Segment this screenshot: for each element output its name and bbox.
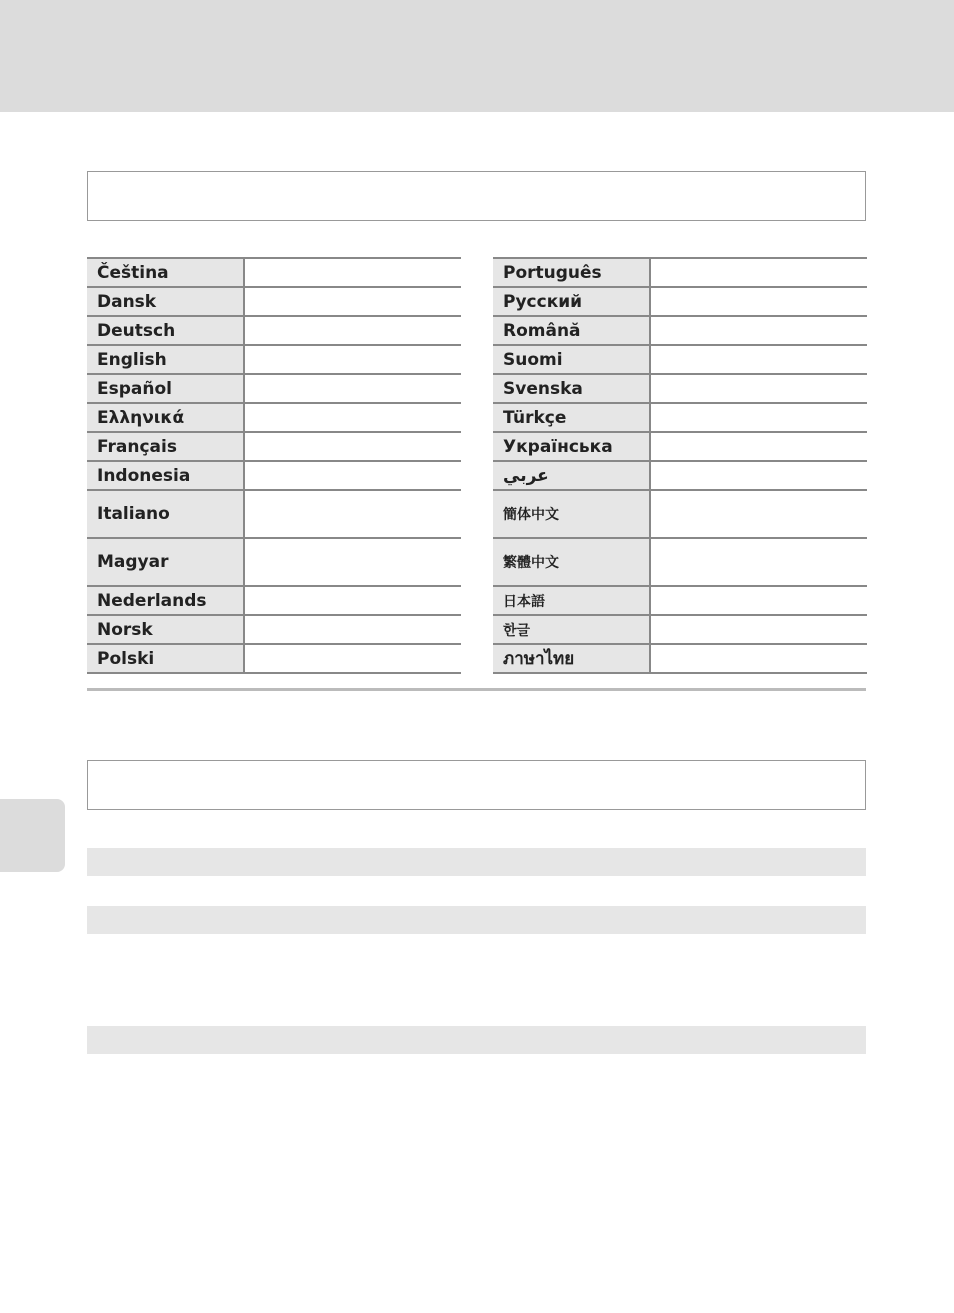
language-value-cell [650,403,867,432]
language-value-cell [650,316,867,345]
language-name: Italiano [87,490,244,538]
language-name: Русский [493,287,650,316]
option-bar [87,1026,866,1054]
language-row [87,258,461,287]
language-row [87,538,461,586]
language-row [493,432,867,461]
language-value-cell [244,615,461,644]
language-row [87,403,461,432]
language-name: Deutsch [87,316,244,345]
language-row [493,287,867,316]
header-band [0,0,954,112]
language-row [493,374,867,403]
language-row [493,644,867,673]
language-name: عربي [493,461,650,490]
second-section-box [87,760,866,810]
language-row [493,615,867,644]
language-value-cell [244,316,461,345]
language-name: Español [87,374,244,403]
language-value-cell [650,345,867,374]
language-name: Svenska [493,374,650,403]
language-name: Română [493,316,650,345]
language-value-cell [650,490,867,538]
language-name: Indonesia [87,461,244,490]
language-name: Português [493,258,650,287]
language-name: Dansk [87,287,244,316]
language-name: 한글 [493,615,650,644]
language-row [87,316,461,345]
language-value-cell [650,287,867,316]
language-value-cell [244,374,461,403]
language-table-right [493,257,867,674]
language-value-cell [650,374,867,403]
language-name: Magyar [87,538,244,586]
language-value-cell [244,345,461,374]
section-tab [0,799,65,872]
language-value-cell [244,644,461,673]
language-name: Nederlands [87,586,244,615]
language-value-cell [244,461,461,490]
language-row [493,258,867,287]
language-row [87,644,461,673]
language-row [493,461,867,490]
language-name: Українська [493,432,650,461]
table-bottom-rule [87,688,866,691]
language-value-cell [650,538,867,586]
language-row [87,490,461,538]
language-row [87,432,461,461]
language-row [87,374,461,403]
language-row [493,538,867,586]
language-name: Polski [87,644,244,673]
language-name: 繁體中文 [493,538,650,586]
language-value-cell [244,586,461,615]
language-row [493,490,867,538]
language-name: Čeština [87,258,244,287]
language-name: Ελληνικά [87,403,244,432]
language-value-cell [650,461,867,490]
language-value-cell [244,258,461,287]
language-name: Türkçe [493,403,650,432]
language-section-box [87,171,866,221]
language-value-cell [650,258,867,287]
language-name: Norsk [87,615,244,644]
language-value-cell [244,490,461,538]
language-row [87,345,461,374]
language-value-cell [244,287,461,316]
language-row [493,345,867,374]
language-value-cell [650,432,867,461]
option-bar [87,906,866,934]
language-row [87,586,461,615]
language-value-cell [244,403,461,432]
language-name: 日本語 [493,586,650,615]
language-table-left [87,257,461,674]
language-name: Suomi [493,345,650,374]
language-row [87,461,461,490]
language-row [87,615,461,644]
language-row [87,287,461,316]
language-row [493,403,867,432]
language-name: English [87,345,244,374]
language-row [493,586,867,615]
language-name: 簡体中文 [493,490,650,538]
language-value-cell [650,586,867,615]
language-value-cell [244,432,461,461]
language-name: Français [87,432,244,461]
option-bar [87,848,866,876]
language-value-cell [244,538,461,586]
language-row [493,316,867,345]
language-name: ภาษาไทย [493,644,650,673]
language-value-cell [650,615,867,644]
language-value-cell [650,644,867,673]
